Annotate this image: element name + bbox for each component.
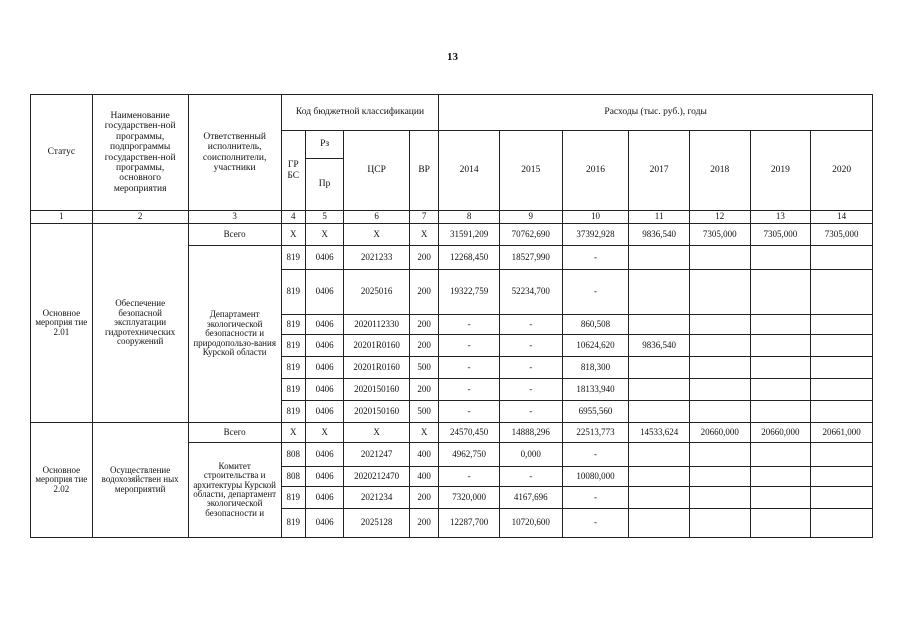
activity-status: Основное мероприя тие 2.02 — [31, 423, 93, 538]
csr-cell: 20201R0160 — [344, 335, 410, 357]
expense-cell — [629, 379, 690, 401]
expense-cell — [811, 357, 873, 379]
header-year: 2014 — [439, 131, 500, 211]
expense-cell: 18527,990 — [499, 246, 562, 270]
column-number: 4 — [281, 211, 305, 224]
budget-code-cell: Х — [344, 423, 410, 443]
vr-cell: 200 — [409, 509, 438, 538]
grbs-cell: 808 — [281, 443, 305, 467]
column-number: 9 — [499, 211, 562, 224]
expense-cell — [629, 467, 690, 487]
expense-cell — [750, 509, 811, 538]
header-pr: Пр — [305, 159, 343, 211]
total-value: 20660,000 — [750, 423, 811, 443]
expense-cell: 12287,700 — [439, 509, 500, 538]
total-label: Всего — [188, 423, 281, 443]
expense-cell — [750, 443, 811, 467]
grbs-cell: 819 — [281, 487, 305, 509]
rz-pr-cell: 0406 — [305, 335, 343, 357]
expense-cell: 10080,000 — [562, 467, 629, 487]
expense-cell: - — [562, 487, 629, 509]
csr-cell: 2020112330 — [344, 315, 410, 335]
vr-cell: 500 — [409, 357, 438, 379]
header-year: 2018 — [689, 131, 750, 211]
expense-cell: - — [562, 509, 629, 538]
expense-cell: 12268,450 — [439, 246, 500, 270]
expense-cell — [811, 315, 873, 335]
total-row — [31, 224, 873, 246]
column-number-row — [31, 211, 873, 224]
expense-cell: - — [499, 401, 562, 423]
expense-cell: 10720,600 — [499, 509, 562, 538]
activity-name: Осуществление водохозяйствен ных мероприятий — [92, 423, 188, 538]
expense-cell — [689, 270, 750, 315]
expense-cell — [689, 467, 750, 487]
column-number: 8 — [439, 211, 500, 224]
header-vr: ВР — [409, 131, 438, 211]
budget-code-cell: Х — [344, 224, 410, 246]
column-number: 13 — [750, 211, 811, 224]
expense-cell: 19322,759 — [439, 270, 500, 315]
expense-cell: - — [499, 335, 562, 357]
total-value: 14888,296 — [499, 423, 562, 443]
expense-cell: 860,508 — [562, 315, 629, 335]
expense-cell: 0,000 — [499, 443, 562, 467]
total-value: 37392,928 — [562, 224, 629, 246]
expense-cell: - — [499, 357, 562, 379]
expense-cell — [629, 246, 690, 270]
column-number: 5 — [305, 211, 343, 224]
vr-cell: 200 — [409, 246, 438, 270]
expense-cell — [811, 401, 873, 423]
expense-cell — [629, 357, 690, 379]
csr-cell: 2020150160 — [344, 379, 410, 401]
expense-cell — [811, 246, 873, 270]
expense-cell: 4962,750 — [439, 443, 500, 467]
grbs-cell: 819 — [281, 401, 305, 423]
expense-cell: 52234,700 — [499, 270, 562, 315]
vr-cell: 400 — [409, 443, 438, 467]
header-year: 2017 — [629, 131, 690, 211]
column-number: 12 — [689, 211, 750, 224]
header-csr: ЦСР — [344, 131, 410, 211]
csr-cell: 20201R0160 — [344, 357, 410, 379]
expense-cell — [689, 443, 750, 467]
csr-cell: 2025128 — [344, 509, 410, 538]
header-year: 2015 — [499, 131, 562, 211]
expense-cell: 4167,696 — [499, 487, 562, 509]
column-number: 6 — [344, 211, 410, 224]
expense-cell — [629, 401, 690, 423]
expense-cell: 7320,000 — [439, 487, 500, 509]
expense-cell — [811, 379, 873, 401]
expense-cell — [750, 270, 811, 315]
expense-cell — [750, 401, 811, 423]
expense-cell: 9836,540 — [629, 335, 690, 357]
grbs-cell: 819 — [281, 246, 305, 270]
page-number: 13 — [447, 51, 458, 63]
header-year: 2020 — [811, 131, 873, 211]
expense-cell — [689, 357, 750, 379]
executor-cell: Комитет строительства и архитектуры Курской области, департамент экологической безопасности и — [188, 443, 281, 538]
vr-cell: 200 — [409, 270, 438, 315]
csr-cell: 2021233 — [344, 246, 410, 270]
expense-cell: - — [439, 357, 500, 379]
expense-cell — [629, 270, 690, 315]
total-value: 7305,000 — [689, 224, 750, 246]
expense-cell — [689, 379, 750, 401]
column-number: 11 — [629, 211, 690, 224]
expense-cell: - — [439, 335, 500, 357]
expense-cell — [689, 246, 750, 270]
expense-cell — [689, 509, 750, 538]
rz-pr-cell: 0406 — [305, 379, 343, 401]
header-budget-code: Код бюджетной классификации — [281, 95, 439, 131]
column-number: 2 — [92, 211, 188, 224]
column-number: 7 — [409, 211, 438, 224]
vr-cell: 400 — [409, 467, 438, 487]
expense-cell: - — [499, 467, 562, 487]
grbs-cell: 819 — [281, 379, 305, 401]
total-value: 22513,773 — [562, 423, 629, 443]
expense-cell — [629, 443, 690, 467]
column-number: 1 — [31, 211, 93, 224]
csr-cell: 2021247 — [344, 443, 410, 467]
expense-cell: - — [562, 270, 629, 315]
expense-cell: - — [562, 246, 629, 270]
total-value: 24570,450 — [439, 423, 500, 443]
expense-cell — [689, 335, 750, 357]
expense-cell: - — [439, 315, 500, 335]
expense-cell: 6955,560 — [562, 401, 629, 423]
activity-status: Основное мероприя тие 2.01 — [31, 224, 93, 423]
rz-pr-cell: 0406 — [305, 315, 343, 335]
vr-cell: 500 — [409, 401, 438, 423]
expense-cell — [750, 467, 811, 487]
header-rz: Рз — [305, 131, 343, 159]
rz-pr-cell: 0406 — [305, 443, 343, 467]
activity-name: Обеспечение безопасной эксплуатации гидротехнических сооружений — [92, 224, 188, 423]
expense-cell — [689, 487, 750, 509]
column-number: 3 — [188, 211, 281, 224]
csr-cell: 2025016 — [344, 270, 410, 315]
budget-table — [30, 94, 873, 538]
total-value: 7305,000 — [750, 224, 811, 246]
expense-cell — [750, 487, 811, 509]
rz-pr-cell: 0406 — [305, 509, 343, 538]
expense-cell: - — [439, 401, 500, 423]
budget-code-cell: Х — [305, 224, 343, 246]
rz-pr-cell: 0406 — [305, 487, 343, 509]
header-year: 2016 — [562, 131, 629, 211]
expense-cell — [750, 379, 811, 401]
total-value: 20661,000 — [811, 423, 873, 443]
header-expenses: Расходы (тыс. руб.), годы — [439, 95, 873, 131]
header-status: Статус — [31, 95, 93, 211]
rz-pr-cell: 0406 — [305, 401, 343, 423]
table-header — [31, 95, 873, 224]
expense-cell: - — [499, 379, 562, 401]
expense-cell — [750, 315, 811, 335]
header-grbs: ГР БС — [281, 131, 305, 211]
expense-cell — [750, 246, 811, 270]
expense-cell — [811, 467, 873, 487]
expense-cell: - — [562, 443, 629, 467]
grbs-cell: 819 — [281, 357, 305, 379]
total-value: 14533,624 — [629, 423, 690, 443]
rz-pr-cell: 0406 — [305, 467, 343, 487]
csr-cell: 2020212470 — [344, 467, 410, 487]
total-value: 31591,209 — [439, 224, 500, 246]
expense-cell — [629, 315, 690, 335]
executor-cell: Департамент экологической безопасности и природопользо-вания Курской области — [188, 246, 281, 423]
grbs-cell: 819 — [281, 509, 305, 538]
expense-cell — [811, 335, 873, 357]
expense-cell: 18133,940 — [562, 379, 629, 401]
rz-pr-cell: 0406 — [305, 357, 343, 379]
vr-cell: 200 — [409, 335, 438, 357]
table-body — [31, 224, 873, 538]
expense-cell — [811, 443, 873, 467]
expense-cell: 10624,620 — [562, 335, 629, 357]
csr-cell: 2021234 — [344, 487, 410, 509]
rz-pr-cell: 0406 — [305, 270, 343, 315]
expense-cell: 818,300 — [562, 357, 629, 379]
header-program: Наименование государствен-ной программы, подпрограммы государствен-ной программы, основного мероприятия — [92, 95, 188, 211]
total-value: 70762,690 — [499, 224, 562, 246]
total-value: 20660,000 — [689, 423, 750, 443]
expense-cell — [811, 270, 873, 315]
budget-code-cell: Х — [409, 224, 438, 246]
total-label: Всего — [188, 224, 281, 246]
budget-code-cell: Х — [409, 423, 438, 443]
expense-cell — [689, 315, 750, 335]
csr-cell: 2020150160 — [344, 401, 410, 423]
expense-cell — [629, 509, 690, 538]
expense-cell — [750, 335, 811, 357]
total-row — [31, 423, 873, 443]
expense-cell — [629, 487, 690, 509]
vr-cell: 200 — [409, 379, 438, 401]
total-value: 9836,540 — [629, 224, 690, 246]
rz-pr-cell: 0406 — [305, 246, 343, 270]
header-year: 2019 — [750, 131, 811, 211]
header-executor: Ответственный исполнитель, соисполнители, участники — [188, 95, 281, 211]
column-number: 10 — [562, 211, 629, 224]
vr-cell: 200 — [409, 487, 438, 509]
expense-cell: - — [499, 315, 562, 335]
expense-cell — [750, 357, 811, 379]
expense-cell: - — [439, 467, 500, 487]
total-value: 7305,000 — [811, 224, 873, 246]
budget-code-cell: Х — [281, 423, 305, 443]
budget-code-cell: Х — [305, 423, 343, 443]
grbs-cell: 819 — [281, 315, 305, 335]
expense-cell — [689, 401, 750, 423]
budget-code-cell: Х — [281, 224, 305, 246]
column-number: 14 — [811, 211, 873, 224]
vr-cell: 200 — [409, 315, 438, 335]
expense-cell: - — [439, 379, 500, 401]
grbs-cell: 819 — [281, 270, 305, 315]
expense-cell — [811, 487, 873, 509]
grbs-cell: 819 — [281, 335, 305, 357]
grbs-cell: 808 — [281, 467, 305, 487]
expense-cell — [811, 509, 873, 538]
